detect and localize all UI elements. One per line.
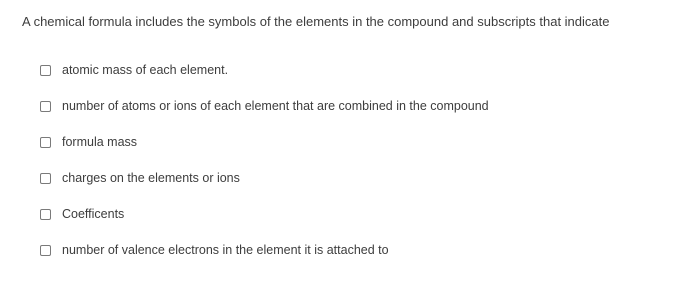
answer-options-list [40,52,489,268]
answer-checkbox[interactable] [40,137,51,148]
answer-option-label[interactable]: number of valence electrons in the element it is attached to [62,243,389,257]
answer-checkbox[interactable] [40,173,51,184]
answer-option[interactable] [40,124,489,160]
answer-option-label[interactable]: formula mass [62,135,138,149]
answer-checkbox[interactable] [40,209,51,220]
answer-option[interactable] [40,52,489,88]
answer-checkbox[interactable] [40,65,51,76]
answer-option[interactable] [40,160,489,196]
answer-option[interactable] [40,232,489,268]
answer-checkbox[interactable] [40,245,51,256]
answer-checkbox[interactable] [40,101,51,112]
answer-option[interactable] [40,196,489,232]
answer-option-label[interactable]: atomic mass of each element. [62,63,229,77]
answer-option[interactable] [40,88,489,124]
answer-option-label[interactable]: charges on the elements or ions [62,171,240,185]
answer-option-label[interactable]: number of atoms or ions of each element that are combined in the compound [62,99,489,113]
answer-option-label[interactable]: Coefficents [62,207,125,221]
question-text: A chemical formula includes the symbols of the elements in the compound and subscripts that indicate [22,14,610,29]
